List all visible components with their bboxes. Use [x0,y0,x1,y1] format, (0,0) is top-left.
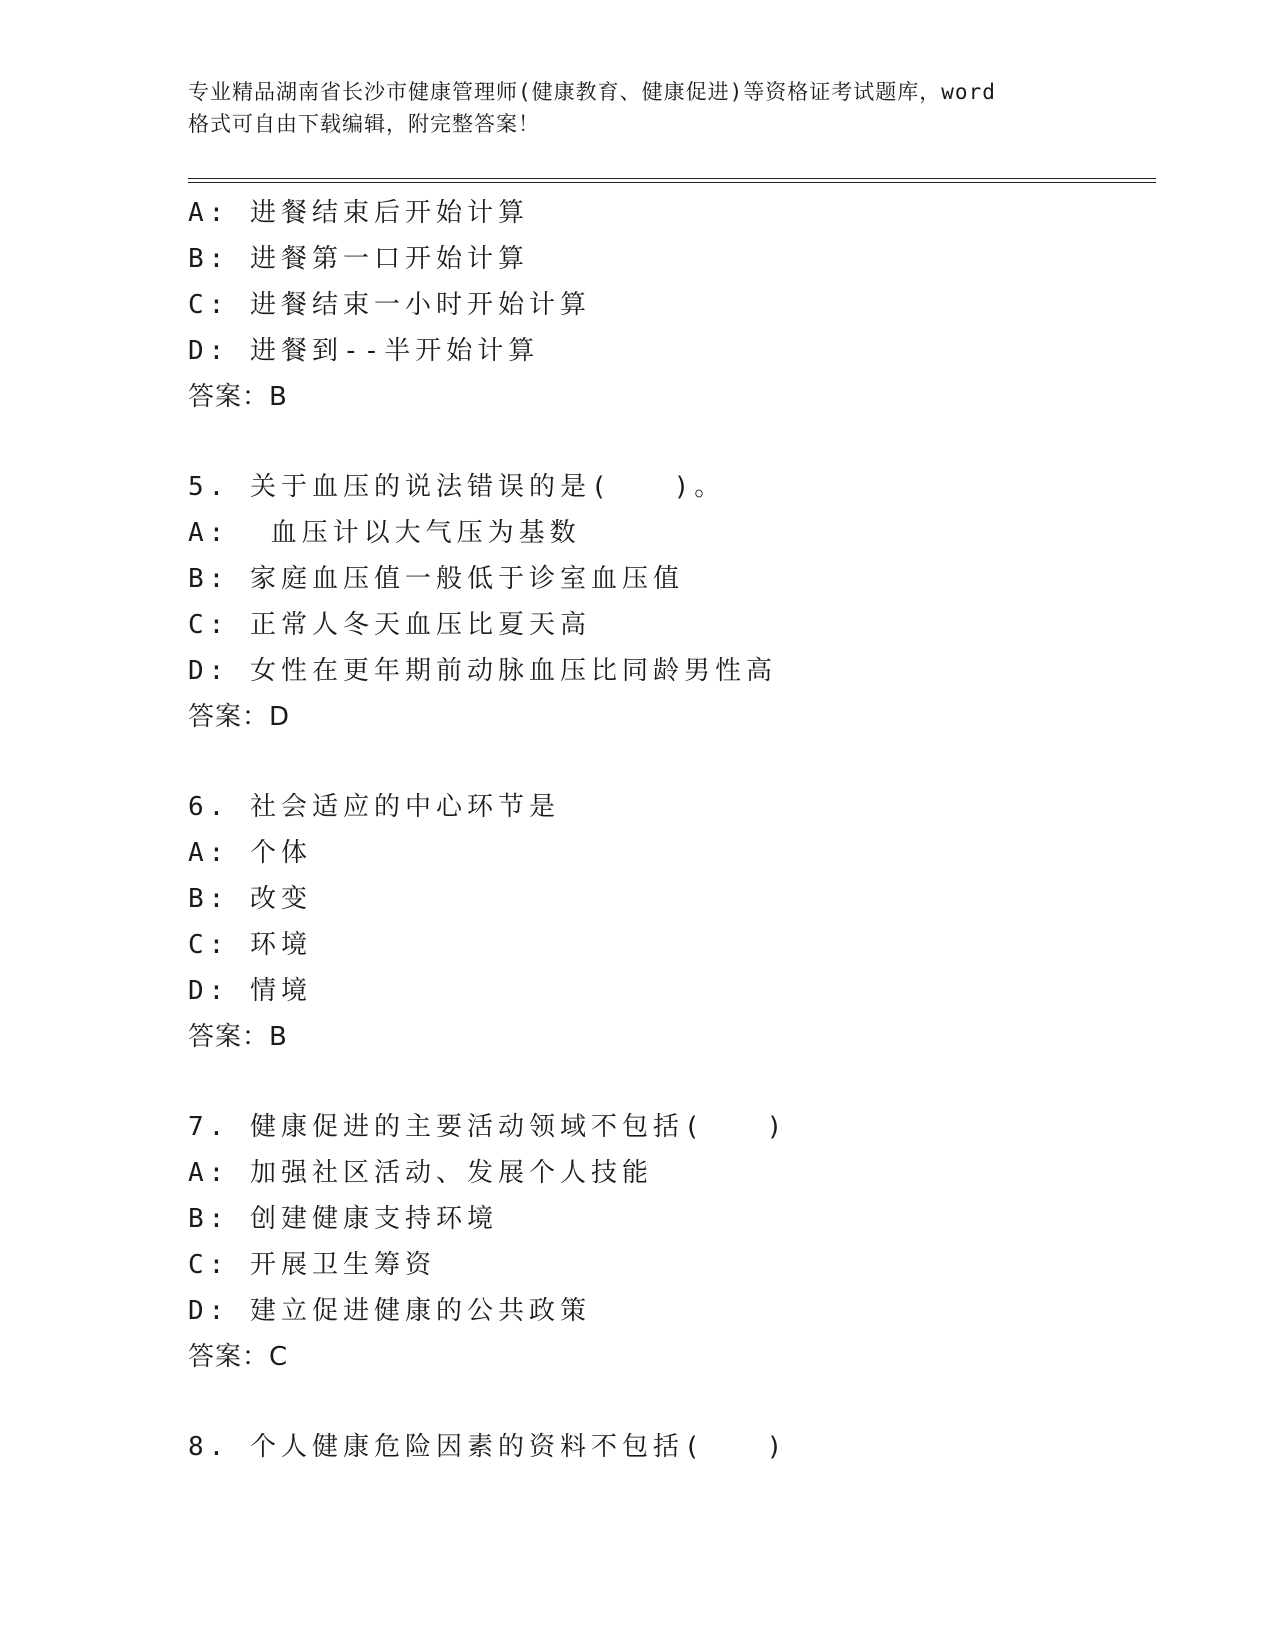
answer-line: 答案：C [188,1342,289,1372]
option-c: C: 环境 [188,930,312,960]
option-d: D: 女性在更年期前动脉血压比同龄男性高 [188,656,777,686]
document-header [188,76,1088,140]
option-d: D: 情境 [188,976,312,1006]
option-b: B: 改变 [188,884,312,914]
option-a: A: 进餐结束后开始计算 [188,198,529,228]
header-line-1: 专业精品湖南省长沙市健康管理师(健康教育、健康促进)等资格证考试题库，word [188,80,996,104]
question-5-block [188,464,1148,740]
question-6-block [188,784,1148,1060]
option-c: C: 正常人冬天血压比夏天高 [188,610,591,640]
question-text: 8. 个人健康危险因素的资料不包括( ) [188,1432,788,1462]
question-text: 6. 社会适应的中心环节是 [188,792,560,822]
option-d: D: 进餐到--半开始计算 [188,336,540,366]
answer-line: 答案：B [188,382,288,412]
question-7-block [188,1104,1148,1380]
option-d: D: 建立促进健康的公共政策 [188,1296,591,1326]
question-text: 5. 关于血压的说法错误的是( )。 [188,472,726,502]
header-line-2: 格式可自由下载编辑，附完整答案！ [188,112,540,136]
question-text: 7. 健康促进的主要活动领域不包括( ) [188,1112,788,1142]
answer-line: 答案：B [188,1022,288,1052]
answer-line: 答案：D [188,702,291,732]
option-b: B: 创建健康支持环境 [188,1204,498,1234]
option-c: C: 进餐结束一小时开始计算 [188,290,591,320]
option-a: A: 个体 [188,838,312,868]
option-a: A: 血压计以大气压为基数 [188,518,581,548]
option-b: B: 进餐第一口开始计算 [188,244,529,274]
option-c: C: 开展卫生筹资 [188,1250,436,1280]
question-4-block [188,190,1148,420]
option-a: A: 加强社区活动、发展个人技能 [188,1158,653,1188]
question-list [188,190,1148,1470]
header-divider [188,178,1156,183]
question-8-block [188,1424,1148,1470]
option-b: B: 家庭血压值一般低于诊室血压值 [188,564,684,594]
